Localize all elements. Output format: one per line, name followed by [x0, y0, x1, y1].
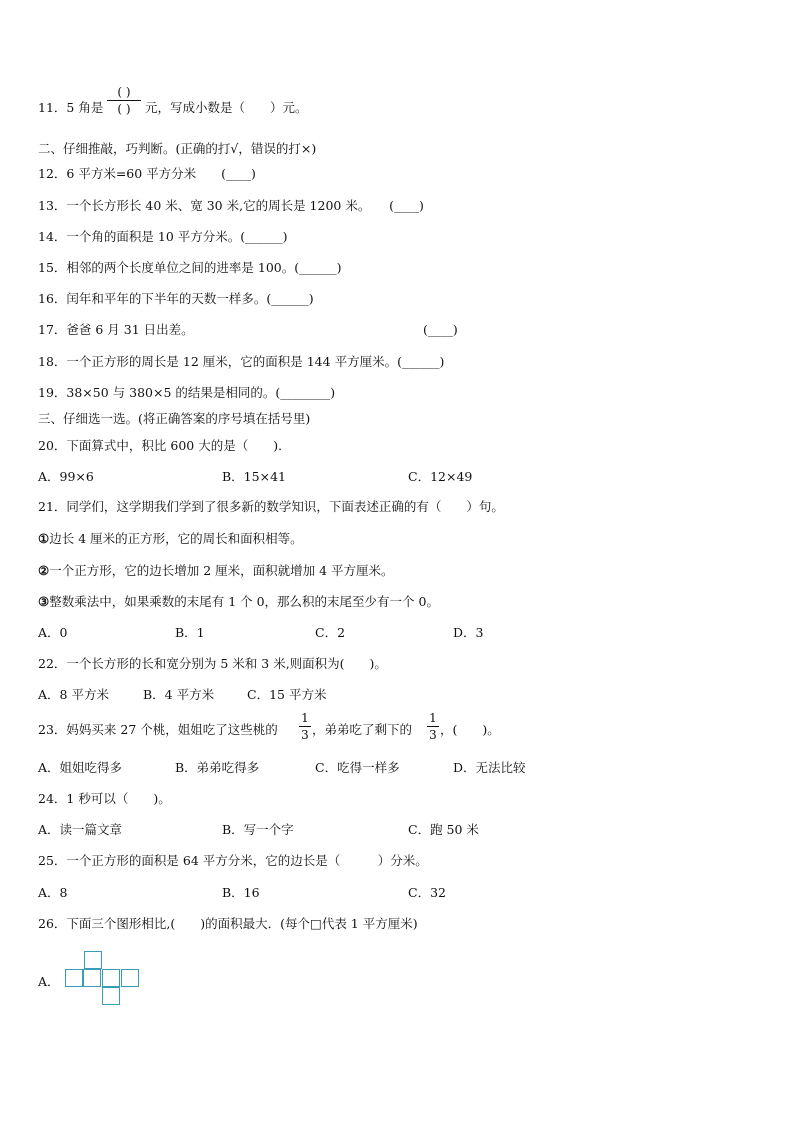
q23-option-d: D．无法比较 [453, 760, 526, 775]
question-22: 22．一个长方形的长和宽分别为 5 米和 3 米,则面积为( )。 [38, 656, 387, 671]
question-14: 14．一个角的面积是 10 平方分米。(______) [38, 229, 288, 244]
q11-suffix: 元，写成小数是（ ）元。 [145, 100, 308, 115]
q21-statement-1 [38, 531, 303, 547]
q23-option-c: C．吃得一样多 [315, 760, 400, 775]
q21-statement-2 [38, 563, 394, 579]
section-2-heading: 二、仔细推敲，巧判断。(正确的打√，错误的打×) [38, 141, 317, 156]
q26-grid-shape-a [65, 951, 145, 1009]
q21-option-a: A．0 [38, 625, 68, 640]
question-23-part-3: ，( )。 [440, 722, 500, 737]
statement-text: 整数乘法中，如果乘数的末尾有 1 个 0，那么积的末尾至少有一个 0。 [49, 594, 439, 609]
question-19: 19．38×50 与 380×5 的结果是相同的。(________) [38, 385, 336, 400]
statement-text: 一个正方形，它的边长增加 2 厘米，面积就增加 4 平方厘米。 [49, 563, 394, 578]
grid-square [65, 969, 83, 987]
q25-option-b: B．16 [222, 885, 260, 900]
q21-statement-3 [38, 594, 439, 610]
q21-option-b: B．1 [175, 625, 205, 640]
q22-option-b: B．4 平方米 [143, 687, 215, 702]
circled-number-3: ③ [38, 594, 50, 609]
circled-number-1: ① [38, 531, 50, 546]
q26-option-a-label: A． [38, 974, 60, 989]
q20-option-a: A．99×6 [38, 469, 94, 484]
question-23-part-1: 23．妈妈买来 27 个桃，姐姐吃了这些桃的 [38, 722, 278, 737]
q24-option-a: A．读一篇文章 [38, 822, 123, 837]
question-15: 15．相邻的两个长度单位之间的进率是 100。(______) [38, 260, 342, 275]
circled-number-2: ② [38, 563, 50, 578]
question-26: 26．下面三个图形相比,( )的面积最大．(每个□代表 1 平方厘米) [38, 916, 418, 931]
fraction-denominator: 3 [429, 728, 437, 742]
fraction-numerator: 1 [429, 711, 437, 725]
q24-option-b: B．写一个字 [222, 822, 294, 837]
question-24: 24．1 秒可以（ )。 [38, 791, 171, 806]
q22-option-c: C．15 平方米 [247, 687, 327, 702]
fraction-denominator: 3 [301, 728, 309, 742]
question-11 [38, 100, 103, 116]
grid-square [102, 987, 120, 1005]
grid-square [83, 969, 101, 987]
fraction-numerator: 1 [301, 711, 309, 725]
q21-option-d: D．3 [453, 625, 484, 640]
q25-option-c: C．32 [408, 885, 446, 900]
q23-fraction-1 [299, 711, 311, 742]
q11-suffix-line [145, 100, 308, 116]
fraction-numerator: ( ) [117, 85, 131, 99]
question-20: 20．下面算式中，积比 600 大的是（ )． [38, 438, 291, 453]
question-23-part-2: ，弟弟吃了剩下的 [312, 722, 413, 737]
q25-option-a: A．8 [38, 885, 68, 900]
q23-fraction-2 [427, 711, 439, 742]
fraction-denominator: ( ) [117, 102, 131, 116]
q20-option-b: B．15×41 [222, 469, 286, 484]
q23-option-b: B．弟弟吃得多 [175, 760, 260, 775]
q24-option-c: C．跑 50 米 [408, 822, 479, 837]
question-16: 16．闰年和平年的下半年的天数一样多。(______) [38, 291, 314, 306]
section-3-heading: 三、仔细选一选。(将正确答案的序号填在括号里) [38, 411, 311, 426]
q11-fraction [107, 85, 141, 116]
question-17: 17．爸爸 6 月 31 日出差。 [38, 322, 194, 337]
question-25: 25．一个正方形的面积是 64 平方分米，它的边长是（ ）分米。 [38, 853, 428, 868]
q17-answer-blank: (____) [423, 322, 458, 337]
grid-square [84, 951, 102, 969]
q20-option-c: C．12×49 [408, 469, 473, 484]
q21-option-c: C．2 [315, 625, 346, 640]
question-21: 21．同学们，这学期我们学到了很多新的数学知识，下面表述正确的有（ ）句。 [38, 499, 504, 514]
q22-option-a: A．8 平方米 [38, 687, 109, 702]
statement-text: 边长 4 厘米的正方形，它的周长和面积相等。 [49, 531, 303, 546]
question-12: 12．6 平方米=60 平方分米 (____) [38, 166, 256, 181]
question-18: 18．一个正方形的周长是 12 厘米，它的面积是 144 平方厘米。(______) [38, 354, 445, 369]
q11-prefix: 11．5 角是 [38, 100, 104, 115]
grid-square [121, 969, 139, 987]
question-13: 13．一个长方形长 40 米、宽 30 米,它的周长是 1200 米。 (____) [38, 198, 424, 213]
q23-option-a: A．姐姐吃得多 [38, 760, 123, 775]
grid-square [102, 969, 120, 987]
